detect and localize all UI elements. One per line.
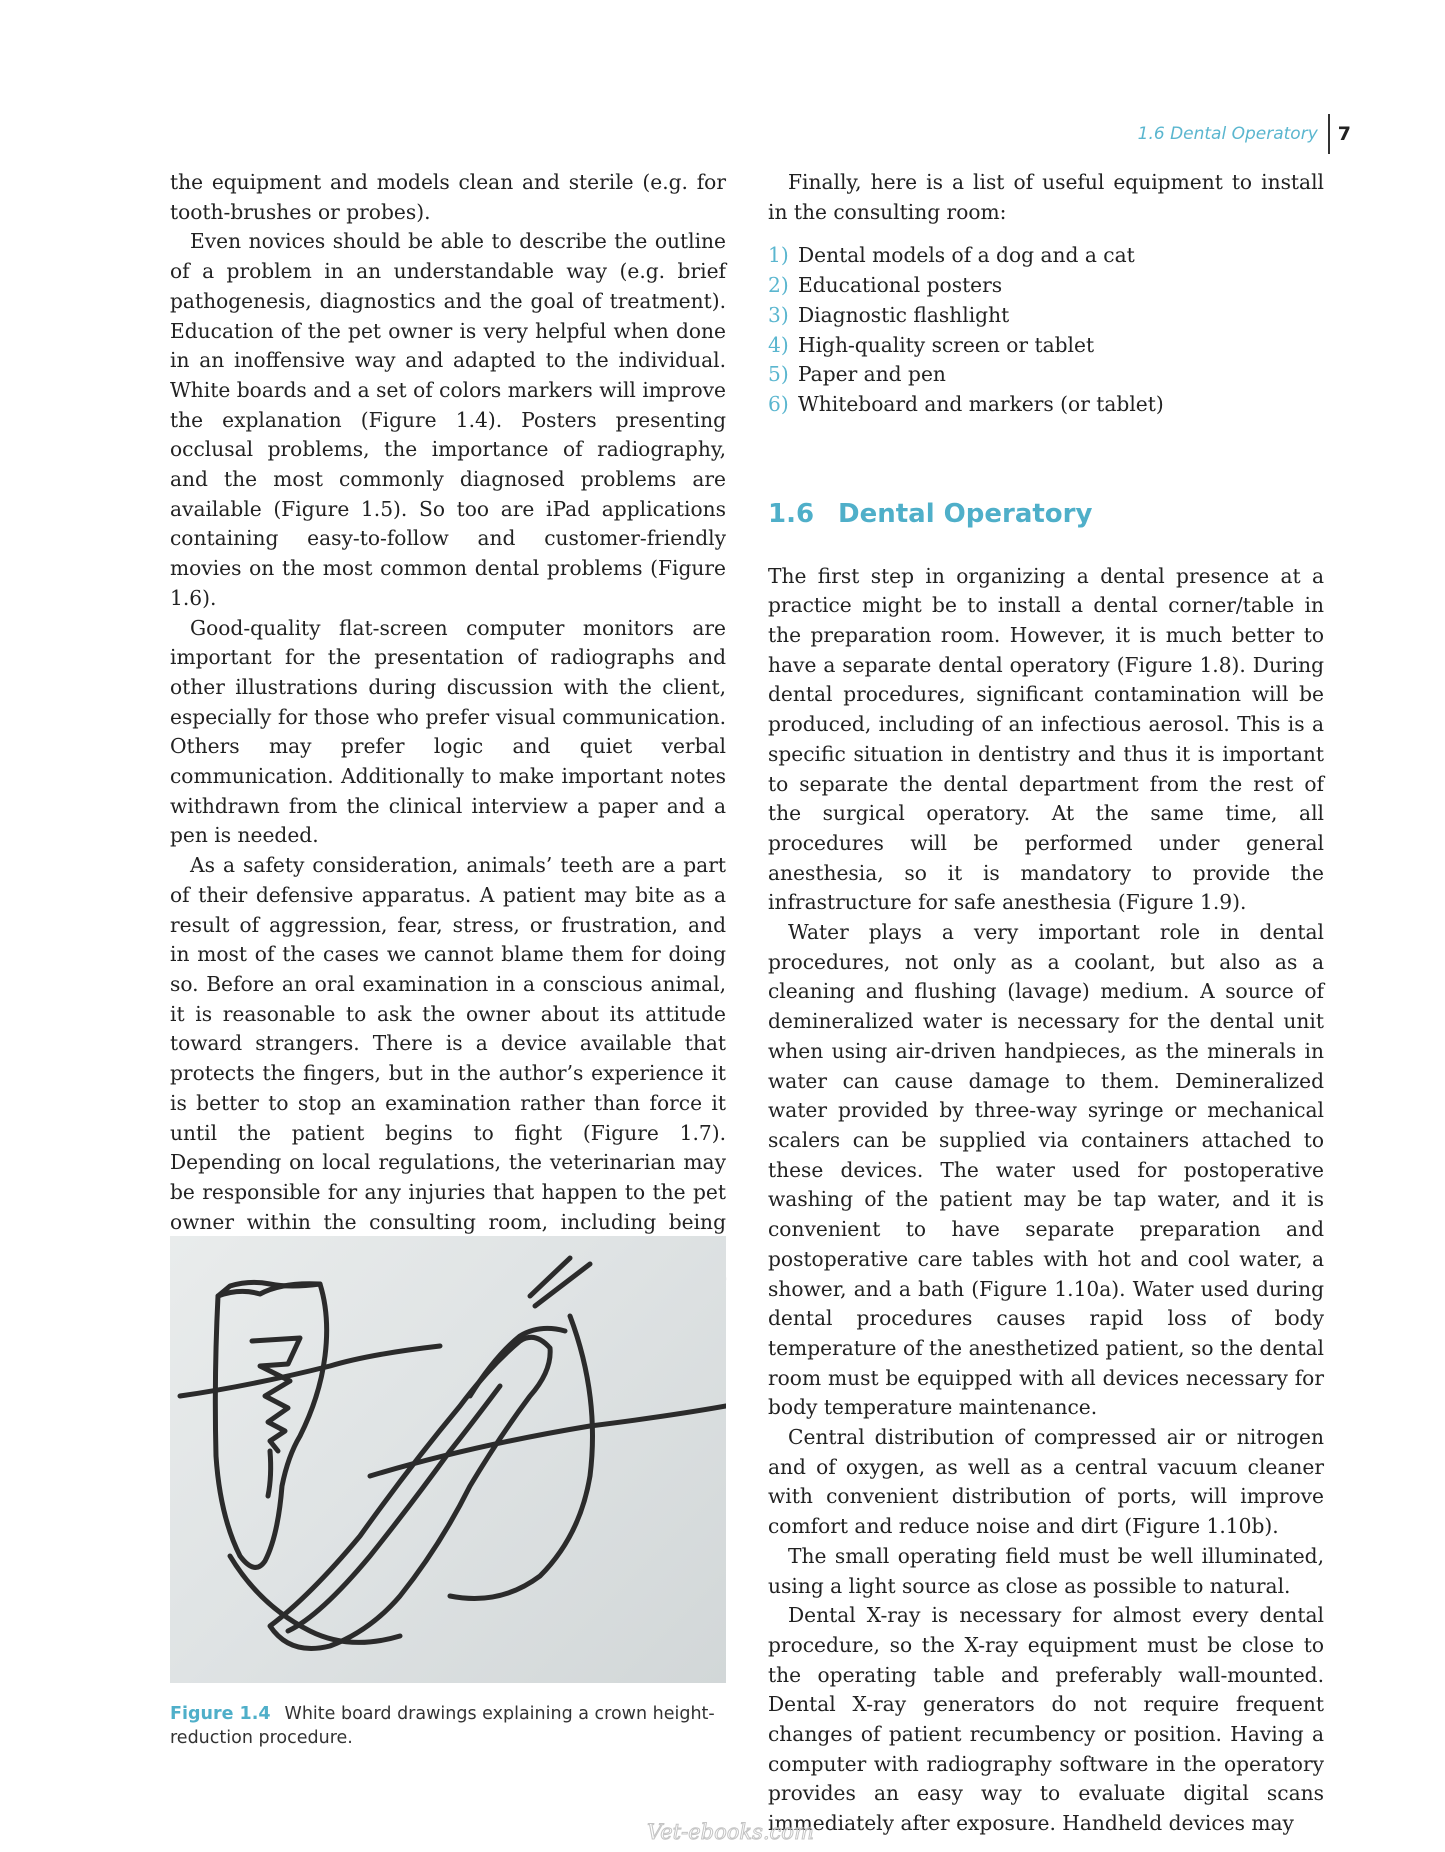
figure-caption (170, 1702, 730, 1750)
list-item-text: Diagnostic flashlight (798, 302, 1010, 327)
header-section-title: 1.6 Dental Operatory (1137, 124, 1318, 144)
list-item-text: High-quality screen or tablet (798, 332, 1095, 357)
section-heading-title: Dental Operatory (838, 498, 1093, 529)
list-item-number: 4) (768, 332, 789, 357)
section-heading-number: 1.6 (768, 498, 815, 529)
list-item-text: Paper and pen (798, 362, 946, 387)
list-item-number: 2) (768, 273, 789, 298)
left-paragraph-1: the equipment and models clean and sterile (e.g. for tooth-brushes or probes). (170, 170, 726, 224)
watermark-logo (647, 1817, 817, 1847)
list-item-number: 3) (768, 302, 789, 327)
list-item-text: Whiteboard and markers (or tablet) (798, 391, 1164, 416)
list-item (768, 360, 1324, 390)
right-intro-paragraph: Finally, here is a list of useful equipment to install in the consulting room: (768, 170, 1324, 224)
list-item (768, 331, 1324, 361)
right-paragraph-4: The small operating field must be well illuminated, using a light source as close as possible to natural. (768, 1543, 1324, 1598)
list-item (768, 301, 1324, 331)
watermark-text: Vet-ebooks.com (647, 1820, 814, 1844)
right-paragraph-5: Dental X-ray is necessary for almost every dental procedure, so the X-ray equipment must be close to the operating table and preferably wall-mounted. Dental X-ray generators do not require frequent changes of patient recumbency or position. Having a computer with radiography software in the operatory provides an easy way to evaluate digital scans immediately after exposure. Handheld devices may (768, 1603, 1324, 1836)
figure-label: Figure 1.4 (170, 1704, 271, 1724)
page-number: 7 (1337, 123, 1351, 145)
section-heading (768, 494, 1324, 536)
right-column (768, 168, 1324, 1839)
list-item-number: 6) (768, 391, 789, 416)
running-header (1138, 114, 1351, 154)
list-item (768, 241, 1324, 271)
left-column (170, 168, 726, 1356)
list-item (768, 271, 1324, 301)
left-paragraph-4: As a safety consideration, animals’ teeth are a part of their defensive apparatus. A patient may bite as a result of aggression, fear, stress, or frustration, and in most of the cases we cannot blame them for doing so. Before an oral examination in a conscious animal, it is reasonable to ask the owner about its attitude toward strangers. There is a device available that protects the fingers, but in the author’s experience it is better to stop an examination rather than force it until the patient begins to fight (Figure 1.7). Depending on local regulations, the veterinarian may be responsible for any injuries that happen to the pet owner within the consulting room, including being (170, 853, 726, 1234)
right-paragraph-1: The first step in organizing a dental presence at a practice might be to install a dental corner/table in the preparation room. However, it is much better to have a separate dental operatory (Figure 1.8). During dental procedures, significant contamination will be produced, including of an infectious aerosol. This is a specific situation in dentistry and thus it is important to separate the dental department from the rest of the surgical operatory. At the same time, all procedures will be performed under general anesthesia, so it is mandatory to provide the infrastructure for safe anesthesia (Figure 1.9). (768, 563, 1324, 915)
right-paragraph-3: Central distribution of compressed air or nitrogen and of oxygen, as well as a central vacuum cleaner with convenient distribution of ports, will improve comfort and reduce noise and dirt (Figure 1.10b). (768, 1425, 1324, 1539)
left-paragraph-3: Good-quality flat-screen computer monitors are important for the presentation of radiographs and other illustrations during discussion with the client, especially for those who prefer visual communication. Others may prefer logic and quiet verbal communication. Additionally to make important notes withdrawn from the clinical interview a paper and a pen is needed. (170, 615, 726, 848)
left-paragraph-2: Even novices should be able to describe the outline of a problem in an understandable way (e.g. brief pathogenesis, diagnostics and the goal of treatment). Education of the pet owner is very helpful when done in an inoffensive way and adapted to the individual. White boards and a set of colors markers will improve the explanation (Figure 1.4). Posters presenting occlusal problems, the importance of radiography, and the most commonly diagnosed problems are available (Figure 1.5). So too are iPad applications containing easy-to-follow and customer-friendly movies on the most common dental problems (Figure 1.6). (170, 229, 726, 610)
figure-photo-whiteboard-drawing (170, 1236, 726, 1683)
figure-caption-text: White board drawings explaining a crown height-reduction procedure. (170, 1704, 715, 1748)
list-item (768, 390, 1324, 420)
watermark-logo-graphic (647, 1817, 817, 1847)
right-paragraph-2: Water plays a very important role in dental procedures, not only as a coolant, but also as a cleaning and flushing (lavage) medium. A source of demineralized water is necessary for the dental unit when using air-driven handpieces, as the minerals in water can cause damage to them. Demineralized water provided by three-way syringe or mechanical scalers can be supplied via containers attached to these devices. The water used for postoperative washing of the patient may be tap water, and it is convenient to have separate preparation and postoperative care tables with hot and cool water, a shower, and a bath (Figure 1.10a). Water used during dental procedures causes rapid loss of body temperature of the anesthetized patient, so the dental room must be equipped with all devices necessary for body temperature maintenance. (768, 920, 1324, 1420)
list-item-text: Educational posters (798, 273, 1003, 298)
whiteboard-drawing (170, 1236, 726, 1683)
header-divider (1328, 114, 1330, 154)
equipment-list (768, 241, 1324, 419)
list-item-text: Dental models of a dog and a cat (798, 243, 1135, 268)
list-item-number: 1) (768, 243, 789, 268)
list-item-number: 5) (768, 362, 789, 387)
